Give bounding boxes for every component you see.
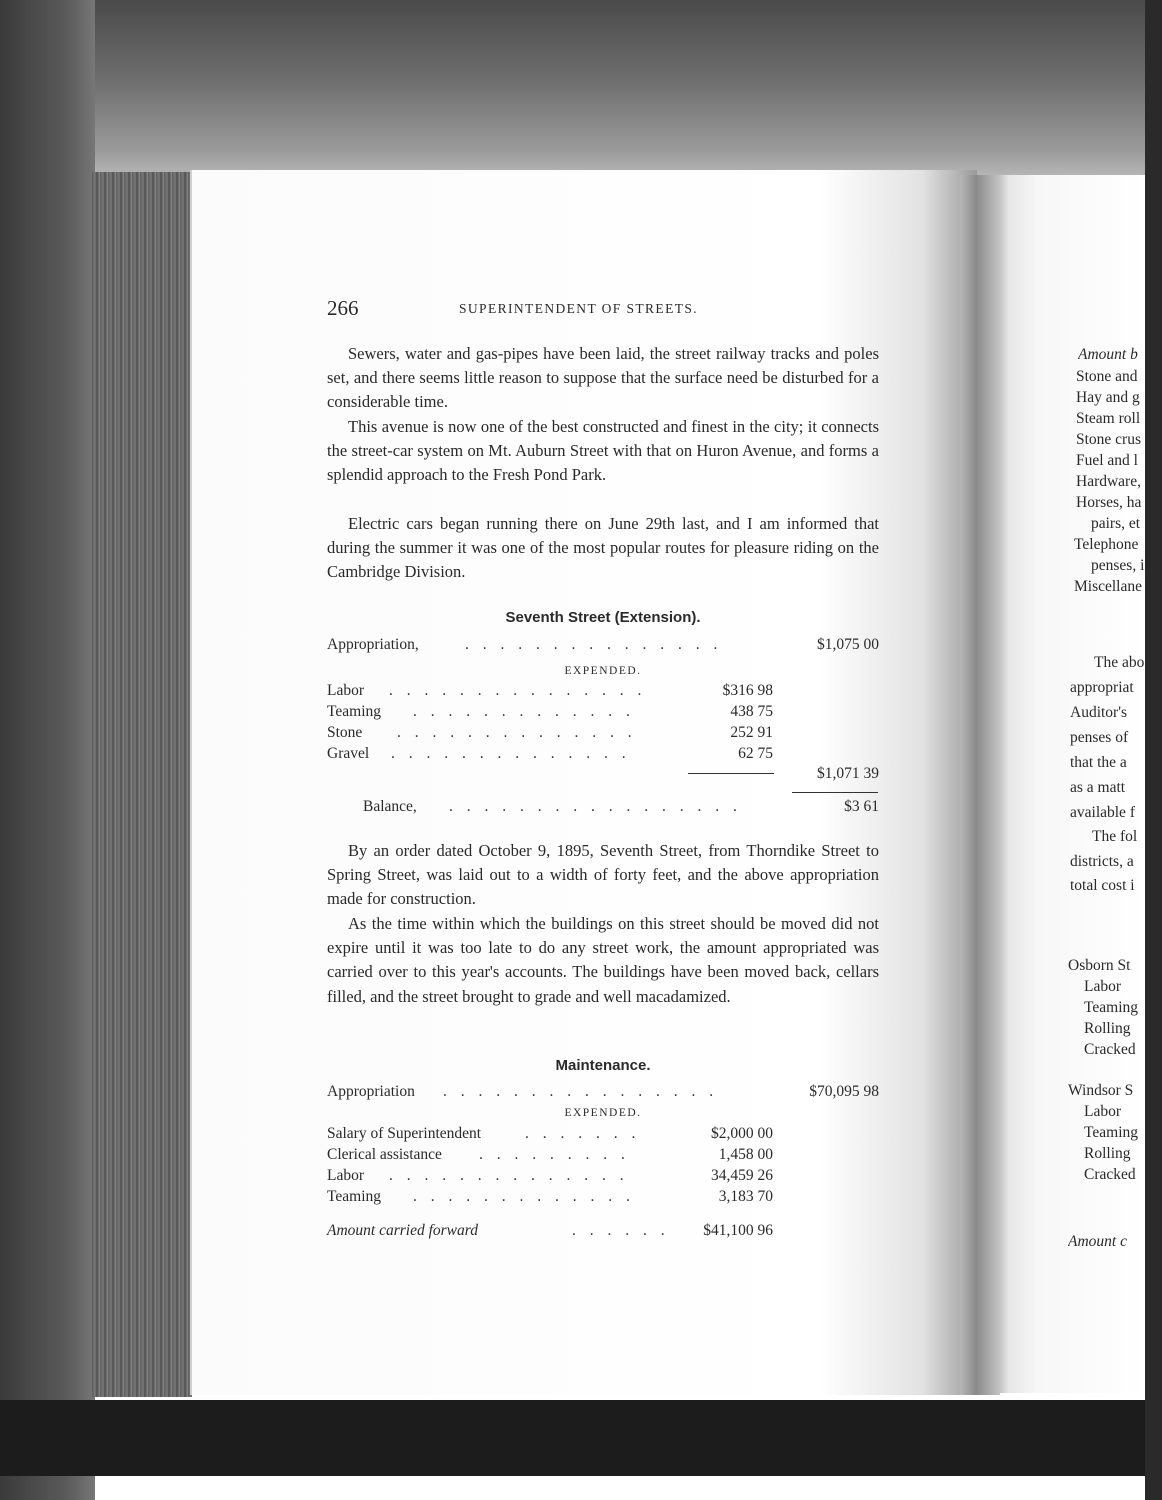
facing-line: Labor (1084, 978, 1122, 995)
balance-row (327, 798, 879, 819)
row-label: Clerical assistance (327, 1146, 442, 1163)
facing-line: Stone and (1076, 368, 1138, 385)
book-page-edges (92, 172, 192, 1397)
facing-line: pairs, et (1091, 515, 1141, 532)
page-header (327, 296, 882, 326)
leader-dots: . . . . . . . . . . . . . (413, 703, 635, 720)
section-heading-maintenance: Maintenance. (555, 1057, 651, 1074)
appropriation-row (327, 1083, 879, 1104)
facing-line: Stone crus (1076, 431, 1142, 448)
scan-background-right (1145, 0, 1162, 1500)
section-heading-seventh-street: Seventh Street (Extension). (505, 609, 701, 626)
row-amount: $70,095 98 (809, 1083, 879, 1100)
paragraph: By an order dated October 9, 1895, Seventh Street, from Thorndike Street to Spring Street, was laid out to a width of forty feet, and the above appropriation made for construction. (327, 841, 879, 909)
leader-dots: . . . . . . . . . . . . . . . . (443, 1083, 719, 1100)
row-label: Gravel (327, 745, 370, 762)
row-amount: 3,183 70 (718, 1188, 773, 1205)
facing-line: Rolling (1084, 1145, 1131, 1162)
facing-line: The fol (1092, 828, 1138, 845)
row-amount: $2,000 00 (711, 1125, 773, 1142)
row-amount: $316 98 (722, 682, 773, 699)
facing-line: Hardware, (1076, 473, 1141, 490)
row-label: Teaming (327, 703, 382, 720)
expended-label: EXPENDED. (564, 1107, 642, 1119)
facing-line: Steam roll (1076, 410, 1141, 427)
facing-line: as a matt (1070, 779, 1126, 796)
leader-dots: . . . . . . . . . . . . . . (391, 745, 631, 762)
row-amount: $1,071 39 (817, 765, 879, 782)
expense-row (327, 724, 879, 745)
row-amount: 62 75 (738, 745, 773, 762)
sum-rule (792, 792, 878, 793)
row-label: Salary of Superintendent (327, 1125, 482, 1142)
paragraph: As the time within which the buildings on this street should be moved did not expire until it was too late to do any street work, the amount appropriated was carried over to this year's accounts. The buildings have been moved back, cellars filled, and the street brought to grade and well macadamized. (327, 914, 879, 1006)
leader-dots: . . . . . . . (525, 1125, 641, 1142)
expense-row (327, 703, 879, 724)
row-amount: 1,458 00 (718, 1146, 773, 1163)
expense-row (327, 745, 879, 766)
facing-line: Teaming (1084, 1124, 1139, 1141)
leader-dots: . . . . . . . . . . . . . . (389, 1167, 629, 1184)
facing-line: Rolling (1084, 1020, 1131, 1037)
scan-background-bottom (0, 1400, 1162, 1476)
row-label: Stone (327, 724, 363, 741)
row-label: Labor (327, 1167, 365, 1184)
facing-line: Labor (1084, 1103, 1122, 1120)
facing-line: Horses, ha (1076, 494, 1142, 511)
page-number: 266 (327, 296, 359, 320)
leader-dots: . . . . . . . . . . . . . (413, 1188, 635, 1205)
facing-line: Auditor's (1070, 704, 1128, 721)
row-amount: $41,100 96 (703, 1222, 773, 1239)
facing-line: Telephone (1074, 536, 1139, 553)
facing-line: penses, i (1091, 557, 1145, 574)
leader-dots: . . . . . . . . . . . . . . . (465, 636, 723, 653)
leader-dots: . . . . . . (572, 1222, 670, 1239)
row-label: Appropriation (327, 1083, 415, 1100)
leader-dots: . . . . . . . . . (479, 1146, 630, 1163)
carried-forward-row (327, 1222, 879, 1243)
leader-dots: . . . . . . . . . . . . . . . (389, 682, 647, 699)
facing-line: appropriat (1070, 679, 1134, 696)
facing-line: Osborn St (1068, 957, 1131, 974)
row-label: Balance, (363, 798, 417, 815)
facing-line: Windsor S (1068, 1082, 1134, 1099)
row-amount: 252 91 (730, 724, 773, 741)
row-amount: $3 61 (844, 798, 879, 815)
facing-line: Cracked (1084, 1166, 1136, 1183)
facing-line: total cost i (1070, 877, 1135, 894)
row-label: Appropriation, (327, 636, 419, 653)
facing-line: districts, a (1070, 853, 1134, 870)
row-label: Teaming (327, 1188, 382, 1205)
expended-label: EXPENDED. (564, 665, 642, 677)
row-label: Amount carried forward (327, 1222, 478, 1239)
paragraph: Sewers, water and gas-pipes have been laid, the street railway tracks and poles set, and there seems little reason to suppose that the surface need be disturbed for a considerable time. (327, 344, 879, 412)
appropriation-row (327, 636, 879, 657)
running-head: SUPERINTENDENT OF STREETS. (459, 301, 699, 316)
paragraph: This avenue is now one of the best constructed and finest in the city; it connects the street-car system on Mt. Auburn Street with that on Huron Avenue, and forms a splendid approach to the Fresh Pond Park. (327, 417, 879, 485)
row-amount: 34,459 26 (711, 1167, 773, 1184)
facing-line: that the a (1070, 754, 1127, 771)
total-row (327, 765, 879, 786)
facing-line: Amount b (1078, 346, 1138, 363)
facing-line: Hay and g (1076, 389, 1140, 406)
expense-row (327, 682, 879, 703)
book-gutter (960, 175, 1000, 1395)
expense-row (327, 1188, 879, 1209)
scan-background-left (0, 0, 95, 1500)
facing-line: Fuel and l (1076, 452, 1138, 469)
facing-line: Miscellane (1074, 578, 1143, 595)
facing-line: Cracked (1084, 1041, 1136, 1058)
row-label: Labor (327, 682, 365, 699)
facing-line: available f (1070, 804, 1135, 821)
facing-line: The abo (1094, 654, 1145, 671)
facing-line: penses of (1070, 729, 1129, 746)
facing-line: Teaming (1084, 999, 1139, 1016)
row-amount: $1,075 00 (817, 636, 879, 653)
row-amount: 438 75 (730, 703, 773, 720)
facing-line: Amount c (1068, 1233, 1127, 1250)
expense-row (327, 1167, 879, 1188)
leader-dots: . . . . . . . . . . . . . . (397, 724, 637, 741)
expense-row (327, 1125, 879, 1146)
leader-dots: . . . . . . . . . . . . . . . . . (449, 798, 742, 815)
paragraph: Electric cars began running there on June 29th last, and I am informed that during the summer it was one of the most popular routes for pleasure riding on the Cambridge Division. (327, 514, 879, 582)
expense-row (327, 1146, 879, 1167)
